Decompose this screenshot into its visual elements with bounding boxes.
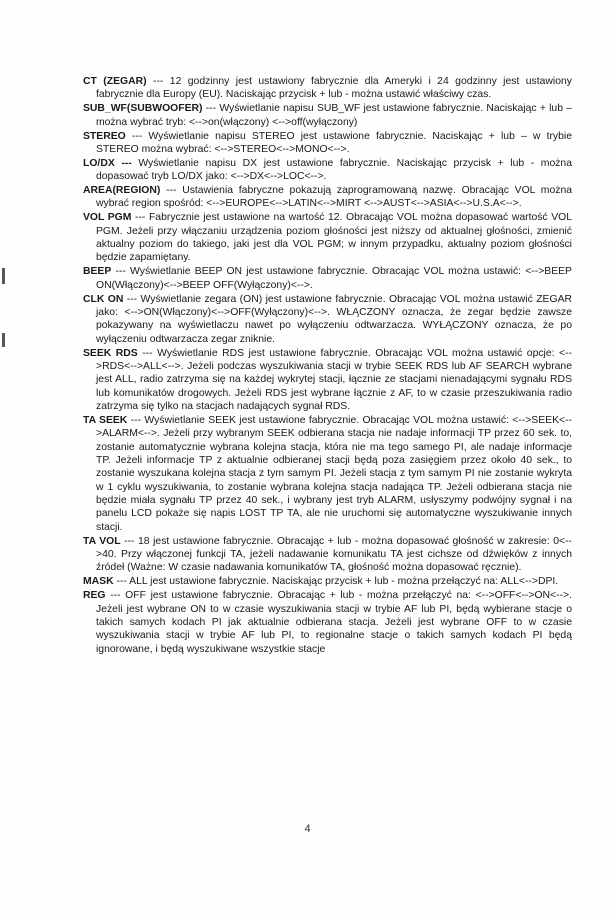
binding-mark [2,333,5,347]
entry-term: CT (ZEGAR) [83,76,147,87]
entry-text: --- Fabrycznie jest ustawione na wartość 12. Obracając VOL można dopasować wartość VOL PGM. Jeżeli przy włączaniu urządzenia poziom głośności jest niższy od aktualnej głośności, zmienić aktualny poziom do takiego, jaki jest dla VOL PGM; w innym przypadku, aktualny poziom głośności będzie zapamiętany. [96,212,572,264]
entry-term: SEEK RDS [83,347,138,359]
entry-term: BEEP [83,266,112,278]
entry-term: STEREO [83,130,126,142]
entry-area-region [83,184,572,211]
entry-stereo [83,130,572,157]
entry-term: VOL PGM [83,212,132,224]
entry-term: TA VOL [83,535,121,547]
entry-term: MASK [83,576,114,588]
entry-text: --- Wyświetlanie SEEK jest ustawione fabrycznie. Obracając VOL można ustawić: <-->SEEK<-->ALARM<-->. Jeżeli przy wybranym SEEK odbierana stacja nie nadaje informacji TP przez 60 sek. to, zostanie automatycznie wybrana kolejna stacja, która nie ma tego samego PI, ale nadaje informacje TP. Jeżeli informacje TP z aktualnie odbieranej stacji będą poza zasięgiem przez około 40 sek., to zostanie wyszukana kolejna stacja z tym samym PI. Jeżeli stacja z tym samym PI nie zostanie wykryta w 1 cyklu wyszukiwania, to zostanie wybrana kolejna stacja nadająca TP. Jeżeli odbierana stacja nie będzie miała sygnału TP przez 40 sek., i wybrany jest tryb ALARM, usłyszymy podwójny sygnał i na panelu LCD pokaże się napis LOST TP TA, ale nie uruchomi się automatyczne wyszukiwanie innych stacji. [96,414,572,533]
entry-text: --- 18 jest ustawione fabrycznie. Obracając + lub - można dopasować głośność w zakresie: 0<-->40. Przy włączonej funkcji TA, jeżeli nadawanie komunikatu TA jest cichsze od dźwięków z innych źródeł (Ważne: W czasie nadawania komunikatów TA, głośność można dopasować ręcznie). [96,535,572,574]
entry-term: CLK ON [83,293,124,305]
entry-text: --- OFF jest ustawione fabrycznie. Obracając + lub - można przełączyć na: <-->OFF<-->ON<-->. Jeżeli jest wybrane ON to w czasie wyszukiwania stacji w trybie AF lub PI, będą wybierane stacje o takich samych kodach PI jak aktualnie odbierana stacja. Jeżeli jest wybrane OFF to w czasie wyszukiwania stacji w trybie AF lub PI, to regionalne stacje o takich samych kodach PI będą ignorowane, i będą wyszukiwane wszystkie stacje [96,590,572,655]
entry-text: --- Wyświetlanie napisu STEREO jest ustawione fabrycznie. Naciskając + lub – w trybie STEREO można wybrać: <-->STEREO<-->MONO<-->. [96,130,572,155]
entry-term: REG [83,590,106,602]
entry-ta-vol [83,535,572,575]
entry-text: --- Wyświetlanie BEEP ON jest ustawione fabrycznie. Obracając VOL można ustawić: <-->BEEP ON(Włączony)<-->BEEP OFF(Wyłączony)<-->. [96,266,572,291]
entry-text: --- Wyświetlanie RDS jest ustawione fabrycznie. Obracając VOL można ustawić opcje: <-->RDS<-->ALL<-->. Jeżeli podczas wyszukiwania stacji w trybie SEEK RDS lub AF SEARCH wybrane jest ALL, radio zatrzyma się na każdej wykrytej stacji, łącznie ze stacjami nienadającymi sygnału RDS lub komunikatów drogowych. Jeżeli RDS jest wybrane łącznie z AF, to w czasie przeszukiwania radio zatrzyma się tylko na stacjach nadających sygnał RDS. [96,347,573,412]
entry-text: --- 12 godzinny jest ustawiony fabrycznie dla Ameryki i 24 godzinny jest ustawiony fabrycznie dla Europy (EU). Naciskając przycisk + lub - można ustawić właściwy czas. [96,76,572,101]
entry-sub-wf [83,102,572,129]
entry-beep [83,265,572,292]
entry-text: --- Wyświetlanie zegara (ON) jest ustawione fabrycznie. Obracając VOL można ustawić ZEGAR jako: <-->ON(Włączony)<-->OFF(Wyłączony)<-->. WŁĄCZONY oznacza, że zegar będzie zawsze pokazywany na wyświetlaczu nawet po wyłączeniu odtwarzacza. WYŁĄCZONY oznacza, że po wyłączeniu odtwarzacza zegar zniknie. [96,293,573,345]
settings-list [83,75,572,657]
entry-reg [83,589,572,656]
entry-term: TA SEEK [83,414,128,426]
entry-vol-pgm [83,211,572,264]
entry-text: --- Wyświetlanie napisu SUB_WF jest ustawione fabrycznie. Naciskając + lub – można wybrać tryb: <-->on(włączony) <-->off(wyłączony) [96,103,572,128]
entry-ct-zegar [83,75,572,102]
entry-term: LO/DX --- [83,157,132,169]
entry-seek-rds [83,347,572,414]
entry-text: --- ALL jest ustawione fabrycznie. Naciskając przycisk + lub - można przełączyć na: ALL<-->DPI. [113,576,559,588]
entry-term: AREA(REGION) [83,185,161,197]
entry-clk-on [83,293,572,346]
entry-term: SUB_WF(SUBWOOFER) [83,103,203,115]
entry-lo-dx [83,157,572,184]
entry-mask [83,575,572,588]
entry-text: Wyświetlanie napisu DX jest ustawione fabrycznie. Naciskając przycisk + lub - można dopasować tryb LO/DX jako: <-->DX<-->LOC<-->. [96,157,572,183]
binding-mark [2,268,5,284]
page-number: 4 [304,823,311,835]
entry-ta-seek [83,414,572,534]
entry-text: --- Ustawienia fabryczne pokazują zaprogramowaną nazwę. Obracając VOL można wybrać region spośród: <-->EUROPE<-->LATIN<-->MIRT <-->AUST<-->ASIA<-->U.S.A<-->. [96,185,572,210]
